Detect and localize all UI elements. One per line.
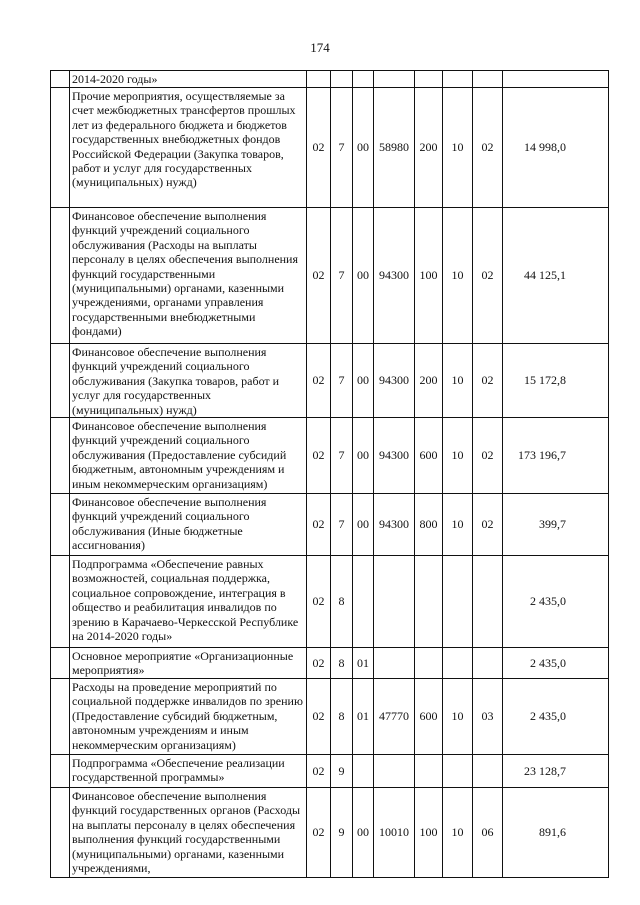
subprogram-code-cell (353, 71, 374, 88)
expense-type-cell (415, 648, 443, 679)
ministry-code-cell: 02 (307, 648, 331, 679)
table-row (51, 71, 609, 88)
row-name-cell: 2014-2020 годы» (70, 71, 307, 88)
row-name-cell: Финансовое обеспечение выполнения функций государственных органов (Расходы на выплаты персоналу в целях обеспечения выполнения функций государственными (муниципальными) органами, казенными учреждениями, (70, 788, 307, 878)
subprogram-code-cell: 00 (353, 88, 374, 208)
row-name-cell: Основное мероприятие «Организационные мероприятия» (70, 648, 307, 679)
direction-code-cell (374, 648, 415, 679)
ministry-code-cell: 02 (307, 418, 331, 494)
subsection-code-cell (473, 556, 503, 648)
subsection-code-cell: 02 (473, 208, 503, 344)
direction-code-cell: 94300 (374, 344, 415, 418)
direction-code-cell: 94300 (374, 208, 415, 344)
ministry-code-cell: 02 (307, 494, 331, 556)
expense-type-cell: 200 (415, 344, 443, 418)
section-code-cell (443, 71, 473, 88)
subsection-code-cell: 02 (473, 494, 503, 556)
section-code-cell (443, 648, 473, 679)
amount-cell: 399,7 (503, 494, 609, 556)
ministry-code-cell: 02 (307, 788, 331, 878)
row-name-cell: Финансовое обеспечение выполнения функций учреждений социального обслуживания (Иные бюджетные ассигнования) (70, 494, 307, 556)
subsection-code-cell (473, 755, 503, 788)
subprogram-code-cell: 00 (353, 418, 374, 494)
direction-code-cell (374, 71, 415, 88)
page-number: 174 (310, 40, 330, 55)
subprogram-code-cell: 00 (353, 788, 374, 878)
expense-type-cell (415, 556, 443, 648)
expense-type-cell (415, 71, 443, 88)
amount-cell: 2 435,0 (503, 679, 609, 755)
direction-code-cell: 10010 (374, 788, 415, 878)
expense-type-cell: 600 (415, 679, 443, 755)
expense-type-cell: 100 (415, 788, 443, 878)
program-code-cell: 7 (331, 344, 353, 418)
amount-cell: 23 128,7 (503, 755, 609, 788)
direction-code-cell: 94300 (374, 494, 415, 556)
row-name-cell: Финансовое обеспечение выполнения функций учреждений социального обслуживания (Закупка товаров, работ и услуг для государственных (муниципальных) нужд) (70, 344, 307, 418)
table-row (51, 556, 609, 648)
row-name-cell: Финансовое обеспечение выполнения функций учреждений социального обслуживания (Предоставление субсидий бюджетным, автономным учреждениям и иным некоммерческим организациям) (70, 418, 307, 494)
program-code-cell: 8 (331, 648, 353, 679)
ministry-code-cell: 02 (307, 88, 331, 208)
subsection-code-cell (473, 71, 503, 88)
program-code-cell: 8 (331, 679, 353, 755)
row-marker-cell (51, 755, 70, 788)
amount-cell: 15 172,8 (503, 344, 609, 418)
direction-code-cell (374, 755, 415, 788)
table-row (51, 418, 609, 494)
program-code-cell: 7 (331, 494, 353, 556)
program-code-cell (331, 71, 353, 88)
direction-code-cell: 94300 (374, 418, 415, 494)
row-marker-cell (51, 88, 70, 208)
row-name-cell: Расходы на проведение мероприятий по социальной поддержке инвалидов по зрению (Предоставление субсидий бюджетным, автономным учреждениям и иным некоммерческим организациям) (70, 679, 307, 755)
row-name-cell: Подпрограмма «Обеспечение равных возможностей, социальная поддержка, социальное сопровождение, интеграция в общество и реабилитация инвалидов по зрению в Карачаево-Черкесской Республике на 2014-2020 годы» (70, 556, 307, 648)
direction-code-cell: 47770 (374, 679, 415, 755)
expense-type-cell: 800 (415, 494, 443, 556)
expense-type-cell: 200 (415, 88, 443, 208)
subprogram-code-cell: 01 (353, 679, 374, 755)
section-code-cell: 10 (443, 788, 473, 878)
table-row (51, 344, 609, 418)
program-code-cell: 7 (331, 88, 353, 208)
section-code-cell: 10 (443, 679, 473, 755)
amount-cell: 173 196,7 (503, 418, 609, 494)
subprogram-code-cell: 01 (353, 648, 374, 679)
section-code-cell: 10 (443, 344, 473, 418)
amount-cell (503, 71, 609, 88)
amount-cell: 14 998,0 (503, 88, 609, 208)
section-code-cell: 10 (443, 494, 473, 556)
section-code-cell: 10 (443, 208, 473, 344)
expense-type-cell: 100 (415, 208, 443, 344)
section-code-cell: 10 (443, 88, 473, 208)
row-name-cell: Финансовое обеспечение выполнения функций учреждений социального обслуживания (Расходы на выплаты персоналу в целях обеспечения выполнения функций государственными (муниципальными) органами, казенными учреждениями, органами управления государственными внебюджетными фондами) (70, 208, 307, 344)
table-row (51, 679, 609, 755)
budget-table (50, 70, 609, 878)
ministry-code-cell: 02 (307, 208, 331, 344)
subsection-code-cell (473, 648, 503, 679)
subsection-code-cell: 06 (473, 788, 503, 878)
row-marker-cell (51, 788, 70, 878)
row-name-cell: Прочие мероприятия, осуществляемые за счет межбюджетных трансфертов прошлых лет из федерального бюджета и бюджетов государственных внебюджетных фондов Российской Федерации (Закупка товаров, работ и услуг для государственных (муниципальных) нужд) (70, 88, 307, 208)
row-marker-cell (51, 208, 70, 344)
amount-cell: 2 435,0 (503, 648, 609, 679)
section-code-cell: 10 (443, 418, 473, 494)
ministry-code-cell (307, 71, 331, 88)
program-code-cell: 9 (331, 755, 353, 788)
row-name-cell: Подпрограмма «Обеспечение реализации государственной программы» (70, 755, 307, 788)
subprogram-code-cell: 00 (353, 208, 374, 344)
table-row (51, 494, 609, 556)
subprogram-code-cell: 00 (353, 344, 374, 418)
subsection-code-cell: 02 (473, 344, 503, 418)
row-marker-cell (51, 648, 70, 679)
table-row (51, 88, 609, 208)
row-marker-cell (51, 679, 70, 755)
amount-cell: 891,6 (503, 788, 609, 878)
expense-type-cell: 600 (415, 418, 443, 494)
direction-code-cell (374, 556, 415, 648)
amount-cell: 44 125,1 (503, 208, 609, 344)
program-code-cell: 7 (331, 208, 353, 344)
row-marker-cell (51, 418, 70, 494)
section-code-cell (443, 755, 473, 788)
table-row (51, 208, 609, 344)
section-code-cell (443, 556, 473, 648)
table-row (51, 788, 609, 878)
subprogram-code-cell: 00 (353, 494, 374, 556)
expense-type-cell (415, 755, 443, 788)
program-code-cell: 9 (331, 788, 353, 878)
row-marker-cell (51, 494, 70, 556)
amount-cell: 2 435,0 (503, 556, 609, 648)
subsection-code-cell: 02 (473, 88, 503, 208)
row-marker-cell (51, 556, 70, 648)
ministry-code-cell: 02 (307, 344, 331, 418)
program-code-cell: 8 (331, 556, 353, 648)
subsection-code-cell: 03 (473, 679, 503, 755)
subprogram-code-cell (353, 556, 374, 648)
direction-code-cell: 58980 (374, 88, 415, 208)
table-row (51, 648, 609, 679)
row-marker-cell (51, 344, 70, 418)
subprogram-code-cell (353, 755, 374, 788)
program-code-cell: 7 (331, 418, 353, 494)
ministry-code-cell: 02 (307, 755, 331, 788)
ministry-code-cell: 02 (307, 556, 331, 648)
table-row (51, 755, 609, 788)
row-marker-cell (51, 71, 70, 88)
subsection-code-cell: 02 (473, 418, 503, 494)
ministry-code-cell: 02 (307, 679, 331, 755)
